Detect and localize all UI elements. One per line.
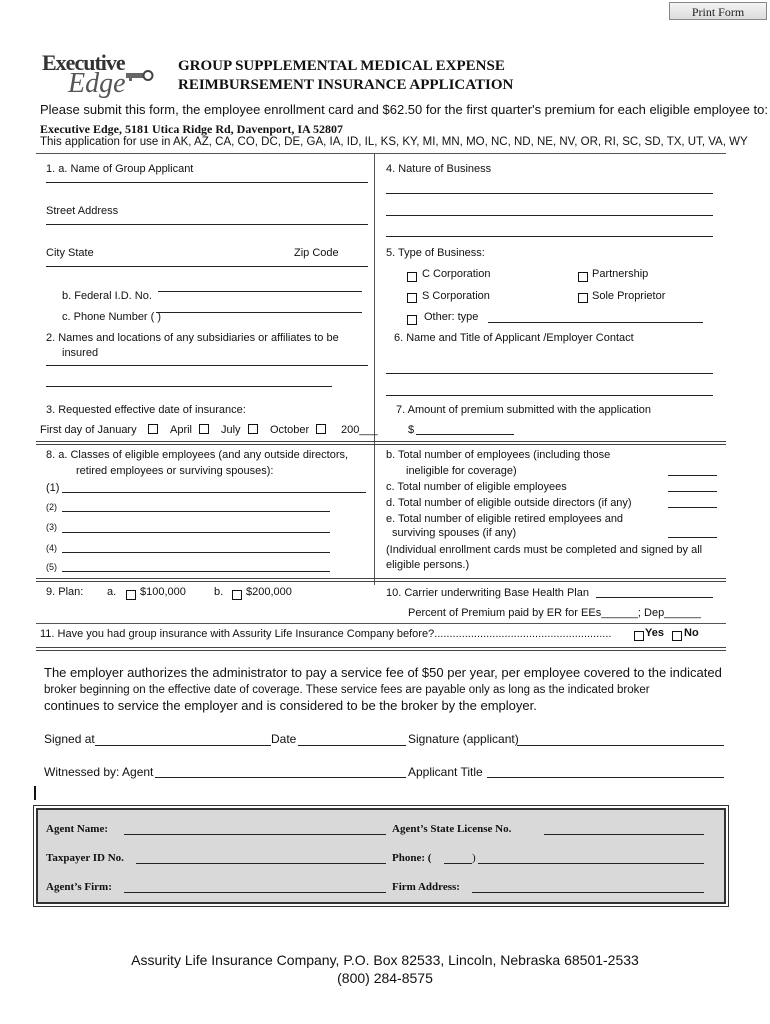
q6-label: 6. Name and Title of Applicant /Employer Contact (394, 332, 634, 344)
plan-b-label: b. (214, 586, 224, 598)
q4-label: 4. Nature of Business (386, 163, 492, 175)
sole-prop-label: Sole Proprietor (592, 290, 666, 302)
q8-label-2: retired employees or surviving spouses): (76, 465, 274, 477)
divider-plan (36, 578, 726, 582)
class-2-line[interactable] (62, 511, 330, 512)
nature-line-3[interactable] (386, 236, 713, 237)
firm-address-line[interactable] (472, 892, 704, 893)
subsidiaries-line-1[interactable] (46, 365, 368, 366)
form-title-line1: GROUP SUPPLEMENTAL MEDICAL EXPENSE (178, 58, 505, 74)
states-list: This application for use in AK, AZ, CA, CO, DC, DE, GA, IA, ID, IL, KS, KY, MI, MN, MO, NC, ND, NE, NV, OR, RI, SC, SD, TX, UT, VA, WY (40, 136, 748, 148)
agent-phone-label: Phone: ( (392, 852, 432, 864)
retired-label-2: surviving spouses (if any) (392, 527, 517, 539)
class-5-line[interactable] (62, 571, 330, 572)
authorization-line2: broker beginning on the effective date of coverage. These service fees are payable only as long as the indicated broker (44, 684, 650, 696)
percent-premium: Percent of Premium paid by ER for EEs______; Dep______ (408, 607, 701, 619)
witnessed-label: Witnessed by: Agent (44, 765, 154, 779)
premium-dollar: $ (408, 424, 415, 436)
sole-prop-checkbox[interactable] (578, 293, 588, 303)
q2-label-2: insured (62, 347, 99, 359)
agent-phone-area-line[interactable] (444, 863, 472, 864)
april-label: April (170, 424, 193, 436)
premium-amount-line[interactable] (416, 434, 514, 435)
agent-firm-line[interactable] (124, 892, 386, 893)
april-checkbox[interactable] (199, 424, 209, 434)
s-corp-label: S Corporation (422, 290, 490, 302)
partnership-checkbox[interactable] (578, 272, 588, 282)
q8-label-1: 8. a. Classes of eligible employees (and any outside directors, (46, 449, 349, 461)
key-icon (126, 70, 154, 82)
plan-a-label: a. (107, 586, 117, 598)
phone-line[interactable] (156, 312, 362, 313)
agent-firm-label: Agent’s Firm: (46, 881, 112, 893)
plan-a-checkbox[interactable] (126, 590, 136, 600)
eligible-employees-line[interactable] (668, 491, 717, 492)
q11-label: 11. Have you had group insurance with Assurity Life Insurance Company before?.......................................................... (40, 628, 612, 640)
agent-phone-line[interactable] (478, 863, 704, 864)
s-corp-checkbox[interactable] (407, 293, 417, 303)
enrollment-note-1: (Individual enrollment cards must be completed and signed by all (386, 544, 703, 556)
october-label: October (270, 424, 310, 436)
city-state-line[interactable] (46, 266, 368, 267)
phone-label: c. Phone Number ( ) (62, 311, 162, 323)
signature-label: Signature (applicant) (408, 732, 519, 746)
contact-line-1[interactable] (386, 373, 713, 374)
date-label: Date (271, 732, 297, 746)
q10-label: 10. Carrier underwriting Base Health Plan (386, 587, 589, 599)
subsidiaries-line-2[interactable] (46, 386, 332, 387)
witnessed-line[interactable] (155, 777, 406, 778)
date-line[interactable] (298, 745, 406, 746)
c-corp-label: C Corporation (422, 268, 491, 280)
year-field[interactable]: 200___ (341, 424, 378, 436)
executive-edge-logo (40, 50, 155, 106)
q7-label: 7. Amount of premium submitted with the application (396, 404, 651, 416)
form-title-line2: REIMBURSEMENT INSURANCE APPLICATION (178, 77, 514, 93)
plan-b-checkbox[interactable] (232, 590, 242, 600)
partnership-label: Partnership (592, 268, 649, 280)
q11-yes-checkbox[interactable] (634, 631, 644, 641)
applicant-title-line[interactable] (487, 777, 724, 778)
total-employees-1: b. Total number of employees (including those (386, 449, 611, 461)
column-divider (374, 153, 375, 585)
mailing-address: Executive Edge, 5181 Utica Ridge Rd, Davenport, IA 52807 (40, 122, 343, 136)
footer-address: Assurity Life Insurance Company, P.O. Box 82533, Lincoln, Nebraska 68501-2533 (131, 952, 639, 968)
total-employees-line[interactable] (668, 475, 717, 476)
agent-license-label: Agent’s State License No. (392, 823, 512, 835)
logo-line1: Executive (42, 50, 125, 75)
class-5-label: (5) (46, 562, 57, 572)
class-3-line[interactable] (62, 532, 330, 533)
fed-id-label: b. Federal I.D. No. (62, 290, 152, 302)
intro-text: Please submit this form, the employee enrollment card and $62.50 for the first quarter's premium for each eligible employee to: (40, 102, 768, 117)
agent-info-box (36, 808, 726, 904)
q11-no-label: No (684, 627, 699, 639)
q3-label: 3. Requested effective date of insurance: (46, 404, 246, 416)
taxpayer-id-label: Taxpayer ID No. (46, 852, 124, 864)
divider-agent (36, 805, 726, 806)
signed-at-line[interactable] (95, 745, 271, 746)
contact-line-2[interactable] (386, 395, 713, 396)
taxpayer-id-line[interactable] (136, 863, 386, 864)
other-label: Other: type (424, 311, 479, 323)
footer-phone: (800) 284-8575 (337, 970, 433, 986)
class-2-label: (2) (46, 502, 57, 512)
street-label: Street Address (46, 205, 119, 217)
retired-label-1: e. Total number of eligible retired employees and (386, 513, 624, 525)
enrollment-note-2: eligible persons.) (386, 559, 470, 571)
agent-name-label: Agent Name: (46, 823, 109, 835)
class-4-line[interactable] (62, 552, 330, 553)
nature-line-1[interactable] (386, 193, 713, 194)
divider-q11 (36, 623, 726, 624)
eligible-employees-label: c. Total number of eligible employees (386, 481, 567, 493)
carrier-line[interactable] (596, 597, 713, 598)
outside-directors-label: d. Total number of eligible outside directors (if any) (386, 497, 632, 509)
c-corp-checkbox[interactable] (407, 272, 417, 282)
first-day-label: First day of January (40, 424, 137, 436)
q11-no-checkbox[interactable] (672, 631, 682, 641)
city-state-label: City State (46, 247, 94, 259)
signed-at-label: Signed at (44, 732, 95, 746)
january-checkbox[interactable] (148, 424, 158, 434)
outside-directors-line[interactable] (668, 507, 717, 508)
q5-label: 5. Type of Business: (386, 247, 485, 259)
divider-auth (36, 647, 726, 651)
nature-line-2[interactable] (386, 215, 713, 216)
class-4-label: (4) (46, 543, 57, 553)
class-1-line[interactable] (62, 492, 366, 493)
july-label: July (221, 424, 241, 436)
agent-license-line[interactable] (544, 834, 704, 835)
other-type-line[interactable] (488, 322, 703, 323)
signature-line[interactable] (517, 745, 724, 746)
plan-a-amount: $100,000 (140, 586, 186, 598)
q9-label: 9. Plan: (46, 586, 84, 598)
cursor-mark (34, 786, 36, 800)
q11-yes-label: Yes (645, 627, 664, 639)
authorization-line3: continues to service the employer and is considered to be the broker by the employer. (44, 698, 537, 713)
street-address-line[interactable] (46, 224, 368, 225)
q1a-label: 1. a. Name of Group Applicant (46, 163, 194, 175)
print-form-button[interactable]: Print Form (669, 2, 767, 20)
logo-line2: Edge (68, 68, 126, 99)
july-checkbox[interactable] (248, 424, 258, 434)
fed-id-line[interactable] (158, 291, 362, 292)
authorization-line1: The employer authorizes the administrator to pay a service fee of $50 per year, per employee covered to the indicated (44, 665, 722, 680)
class-1-label: (1) (46, 482, 60, 494)
applicant-title-label: Applicant Title (408, 765, 483, 779)
agent-name-line[interactable] (124, 834, 386, 835)
zip-label: Zip Code (294, 247, 339, 259)
plan-b-amount: $200,000 (246, 586, 292, 598)
group-applicant-line[interactable] (46, 182, 368, 183)
october-checkbox[interactable] (316, 424, 326, 434)
other-checkbox[interactable] (407, 315, 417, 325)
total-employees-2: ineligible for coverage) (406, 465, 517, 477)
class-3-label: (3) (46, 522, 57, 532)
divider-top (36, 153, 726, 154)
divider-mid (36, 441, 726, 445)
agent-phone-close: ) (472, 852, 476, 864)
retired-line[interactable] (668, 537, 717, 538)
q2-label-1: 2. Names and locations of any subsidiaries or affiliates to be (46, 332, 339, 344)
firm-address-label: Firm Address: (392, 881, 460, 893)
